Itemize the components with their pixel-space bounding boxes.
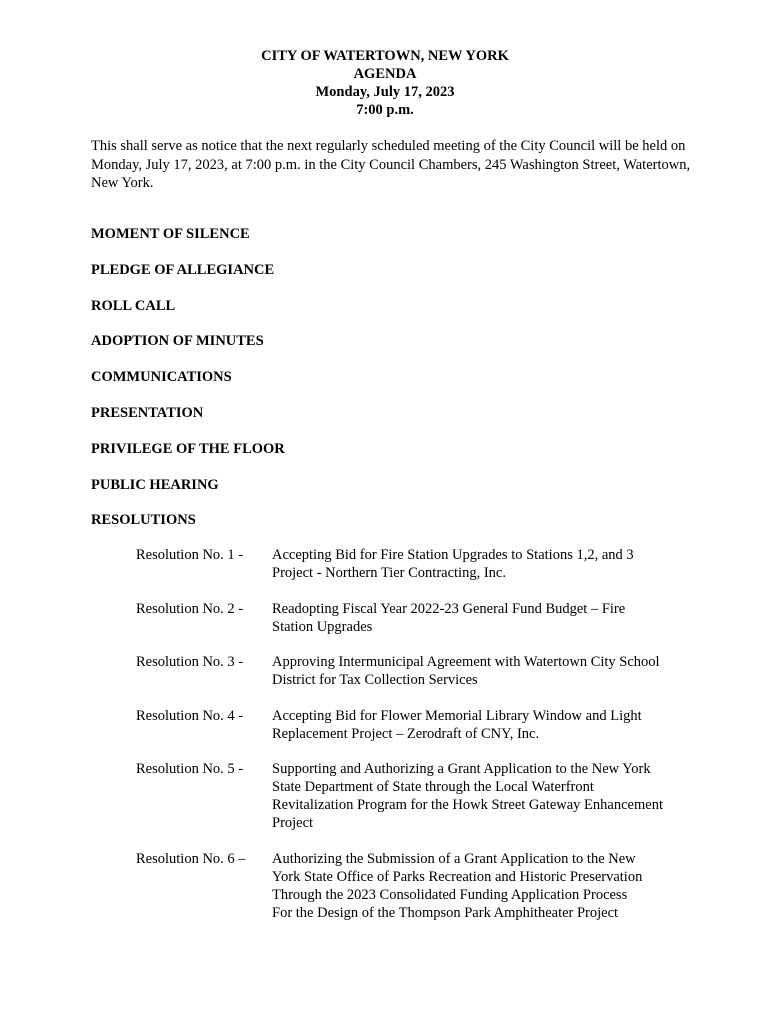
resolution-number: Resolution No. 1 - [136, 547, 244, 563]
resolution-item [136, 546, 696, 582]
section-roll-call: ROLL CALL [91, 297, 176, 314]
resolution-line: Approving Intermunicipal Agreement with Watertown City School [272, 654, 660, 670]
agenda-sections [91, 225, 691, 547]
resolution-number: Resolution No. 3 - [136, 654, 244, 670]
resolution-line: Station Upgrades [272, 618, 373, 635]
section-privilege-of-the-floor: PRIVILEGE OF THE FLOOR [91, 440, 285, 457]
agenda-title: AGENDA [353, 66, 417, 82]
resolution-line: Readopting Fiscal Year 2022-23 General Fund Budget – Fire [272, 600, 626, 617]
resolution-item [136, 760, 696, 832]
section-adoption-of-minutes: ADOPTION OF MINUTES [91, 333, 264, 350]
meeting-time: 7:00 p.m. [356, 102, 414, 118]
resolution-description [272, 600, 696, 636]
resolution-number: Resolution No. 2 - [136, 600, 244, 617]
resolution-line: Project - Northern Tier Contracting, Inc. [272, 565, 506, 581]
resolution-line: Through the 2023 Consolidated Funding Application Process [272, 886, 628, 903]
resolution-item [136, 707, 696, 743]
resolution-description [272, 850, 696, 922]
resolution-number: Resolution No. 6 – [136, 850, 246, 867]
resolution-number: Resolution No. 5 - [136, 761, 244, 777]
resolution-line: Accepting Bid for Flower Memorial Library Window and Light [272, 707, 642, 724]
section-pledge-of-allegiance: PLEDGE OF ALLEGIANCE [91, 261, 275, 278]
resolution-description [272, 707, 696, 743]
section-communications: COMMUNICATIONS [91, 369, 232, 386]
resolution-line: For the Design of the Thompson Park Amphitheater Project [272, 904, 619, 921]
resolution-line: York State Office of Parks Recreation and Historic Preservation [272, 868, 643, 885]
city-title: CITY OF WATERTOWN, NEW YORK [261, 48, 509, 64]
section-presentation: PRESENTATION [91, 404, 204, 421]
resolution-description [272, 653, 696, 689]
resolution-line: Project [272, 815, 314, 831]
resolution-item [136, 600, 696, 636]
resolution-number: Resolution No. 4 - [136, 707, 244, 724]
resolution-item [136, 850, 696, 922]
resolution-line: Replacement Project – Zerodraft of CNY, Inc. [272, 725, 540, 742]
resolution-description [272, 546, 696, 582]
resolution-line: Authorizing the Submission of a Grant Application to the New [272, 850, 636, 867]
resolution-line: District for Tax Collection Services [272, 672, 478, 688]
meeting-date: Monday, July 17, 2023 [315, 84, 455, 100]
resolution-line: State Department of State through the Local Waterfront [272, 779, 594, 795]
resolution-line: Supporting and Authorizing a Grant Application to the New York [272, 761, 651, 777]
meeting-notice: This shall serve as notice that the next regularly scheduled meeting of the City Council will be held on Monday, July 17, 2023, at 7:00 p.m. in the City Council Chambers, 245 Washington Street, Watertown, New York. [91, 138, 691, 191]
resolutions-list [136, 546, 696, 939]
resolution-line: Accepting Bid for Fire Station Upgrades to Stations 1,2, and 3 [272, 547, 634, 563]
agenda-header [0, 47, 770, 119]
resolution-description [272, 760, 696, 832]
section-moment-of-silence: MOMENT OF SILENCE [91, 226, 250, 242]
resolution-item [136, 653, 696, 689]
section-public-hearing: PUBLIC HEARING [91, 476, 219, 493]
resolution-line: Revitalization Program for the Howk Street Gateway Enhancement [272, 797, 663, 813]
section-resolutions: RESOLUTIONS [91, 512, 196, 529]
